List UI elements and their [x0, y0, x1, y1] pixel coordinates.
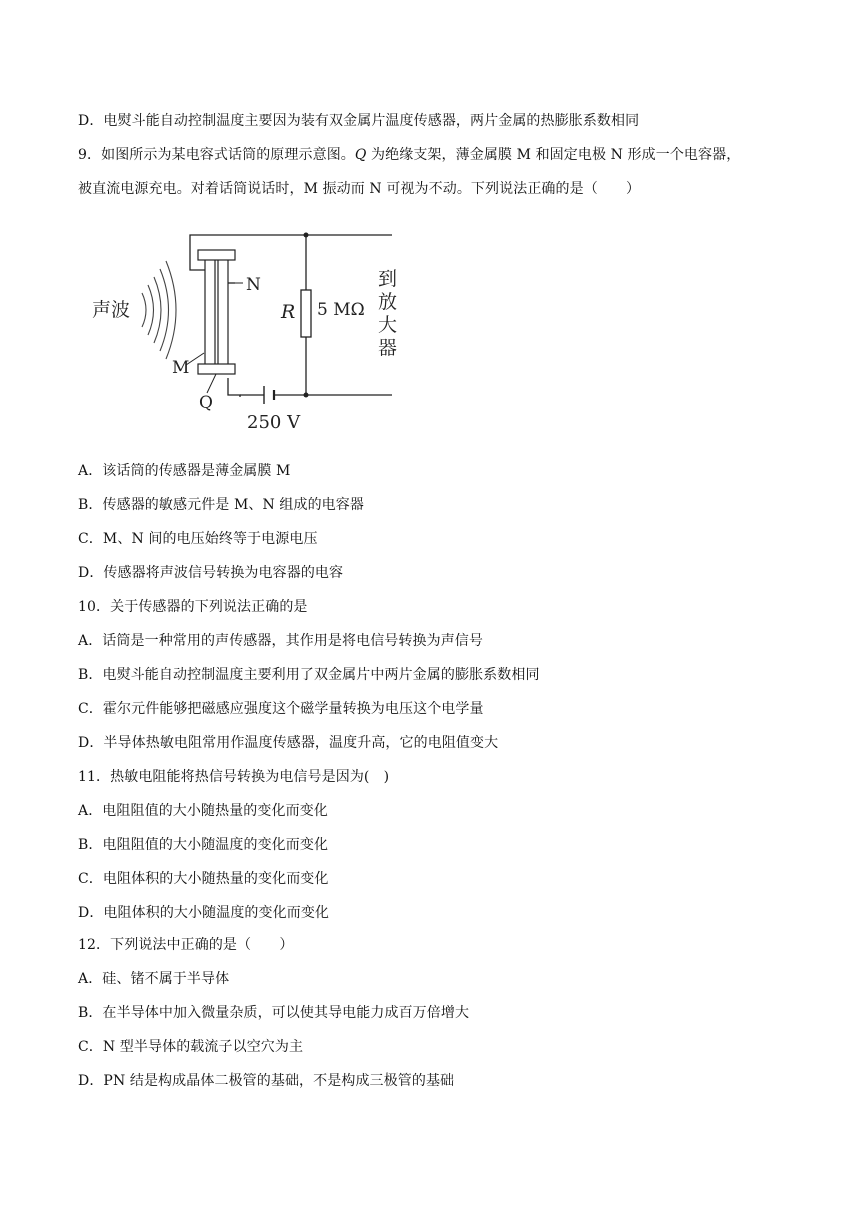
support-q-top	[198, 250, 235, 260]
q10-stem: 10．关于传感器的下列说法正确的是	[78, 599, 308, 615]
q9-option-d: D．传感器将声波信号转换为电容器的电容	[78, 565, 344, 581]
r-label: R	[281, 301, 296, 323]
output-label-char: 放	[378, 291, 398, 313]
m-label: M	[172, 358, 190, 378]
q-label: Q	[199, 393, 213, 413]
q9-stem-part: 为绝缘支架，薄金属膜 M 和固定电极 N 形成一个电容器，	[366, 147, 741, 163]
n-label: N	[246, 275, 261, 295]
output-label-char: 器	[378, 337, 398, 359]
junction-dot-bottom	[304, 393, 309, 398]
q10-option-c: C．霍尔元件能够把磁感应强度这个磁学量转换为电压这个电学量	[78, 701, 484, 717]
output-label-char: 到	[378, 268, 398, 290]
q12-option-d: D．PN 结是构成晶体二极管的基础，不是构成三极管的基础	[78, 1073, 455, 1089]
q11-option-a: A．电阻阻值的大小随热量的变化而变化	[78, 803, 328, 819]
electrode-n	[218, 258, 228, 370]
q10-option-a: A．话筒是一种常用的声传感器，其作用是将电信号转换为声信号	[78, 633, 484, 649]
q9-stem-part: 9．如图所示为某电容式话筒的原理示意图。	[78, 147, 355, 163]
voltage-label: 250 V	[247, 412, 301, 433]
q12-option-c: C．N 型半导体的载流子以空穴为主	[78, 1039, 304, 1055]
q11-option-d: D．电阻体积的大小随温度的变化而变化	[78, 905, 330, 921]
capacitor-microphone-figure	[80, 225, 420, 435]
q10-option-d: D．半导体热敏电阻常用作温度传感器，温度升高，它的电阻值变大	[78, 735, 499, 751]
q12-stem: 12．下列说法中正确的是（ ）	[78, 937, 294, 953]
prev-option-d: D．电熨斗能自动控制温度主要因为装有双金属片温度传感器，两片金属的热膨胀系数相同	[78, 113, 640, 129]
resistance-label: 5 MΩ	[317, 300, 365, 320]
sound-wave-arcs	[142, 261, 176, 359]
q10-option-b: B．电熨斗能自动控制温度主要利用了双金属片中两片金属的膨胀系数相同	[78, 667, 540, 683]
resistor-r	[301, 290, 311, 337]
q12-option-b: B．在半导体中加入微量杂质，可以使其导电能力成百万倍增大	[78, 1005, 470, 1021]
q11-option-c: C．电阻体积的大小随热量的变化而变化	[78, 871, 329, 887]
q9-stem-line2: 被直流电源充电。对着话筒说话时，M 振动而 N 可视为不动。下列说法正确的是（ ）	[78, 181, 641, 197]
membrane-m	[205, 258, 215, 370]
junction-dot-top	[304, 233, 309, 238]
support-q-bottom	[198, 364, 235, 374]
q12-option-a: A．硅、锗不属于半导体	[78, 971, 230, 987]
q11-option-b: B．电阻阻值的大小随温度的变化而变化	[78, 837, 329, 853]
q9-stem-q-symbol: Q	[354, 147, 367, 163]
q9-option-a: A．该话筒的传感器是薄金属膜 M	[78, 463, 291, 479]
output-label-char: 大	[378, 314, 398, 336]
q9-stem-line1	[78, 145, 740, 165]
q11-stem: 11．热敏电阻能将热信号转换为电信号是因为( )	[78, 769, 390, 785]
sound-wave-label: 声波	[92, 299, 131, 321]
q9-option-c: C．M、N 间的电压始终等于电源电压	[78, 531, 318, 547]
q-leader-line	[207, 374, 216, 393]
q9-option-b: B．传感器的敏感元件是 M、N 组成的电容器	[78, 497, 364, 513]
